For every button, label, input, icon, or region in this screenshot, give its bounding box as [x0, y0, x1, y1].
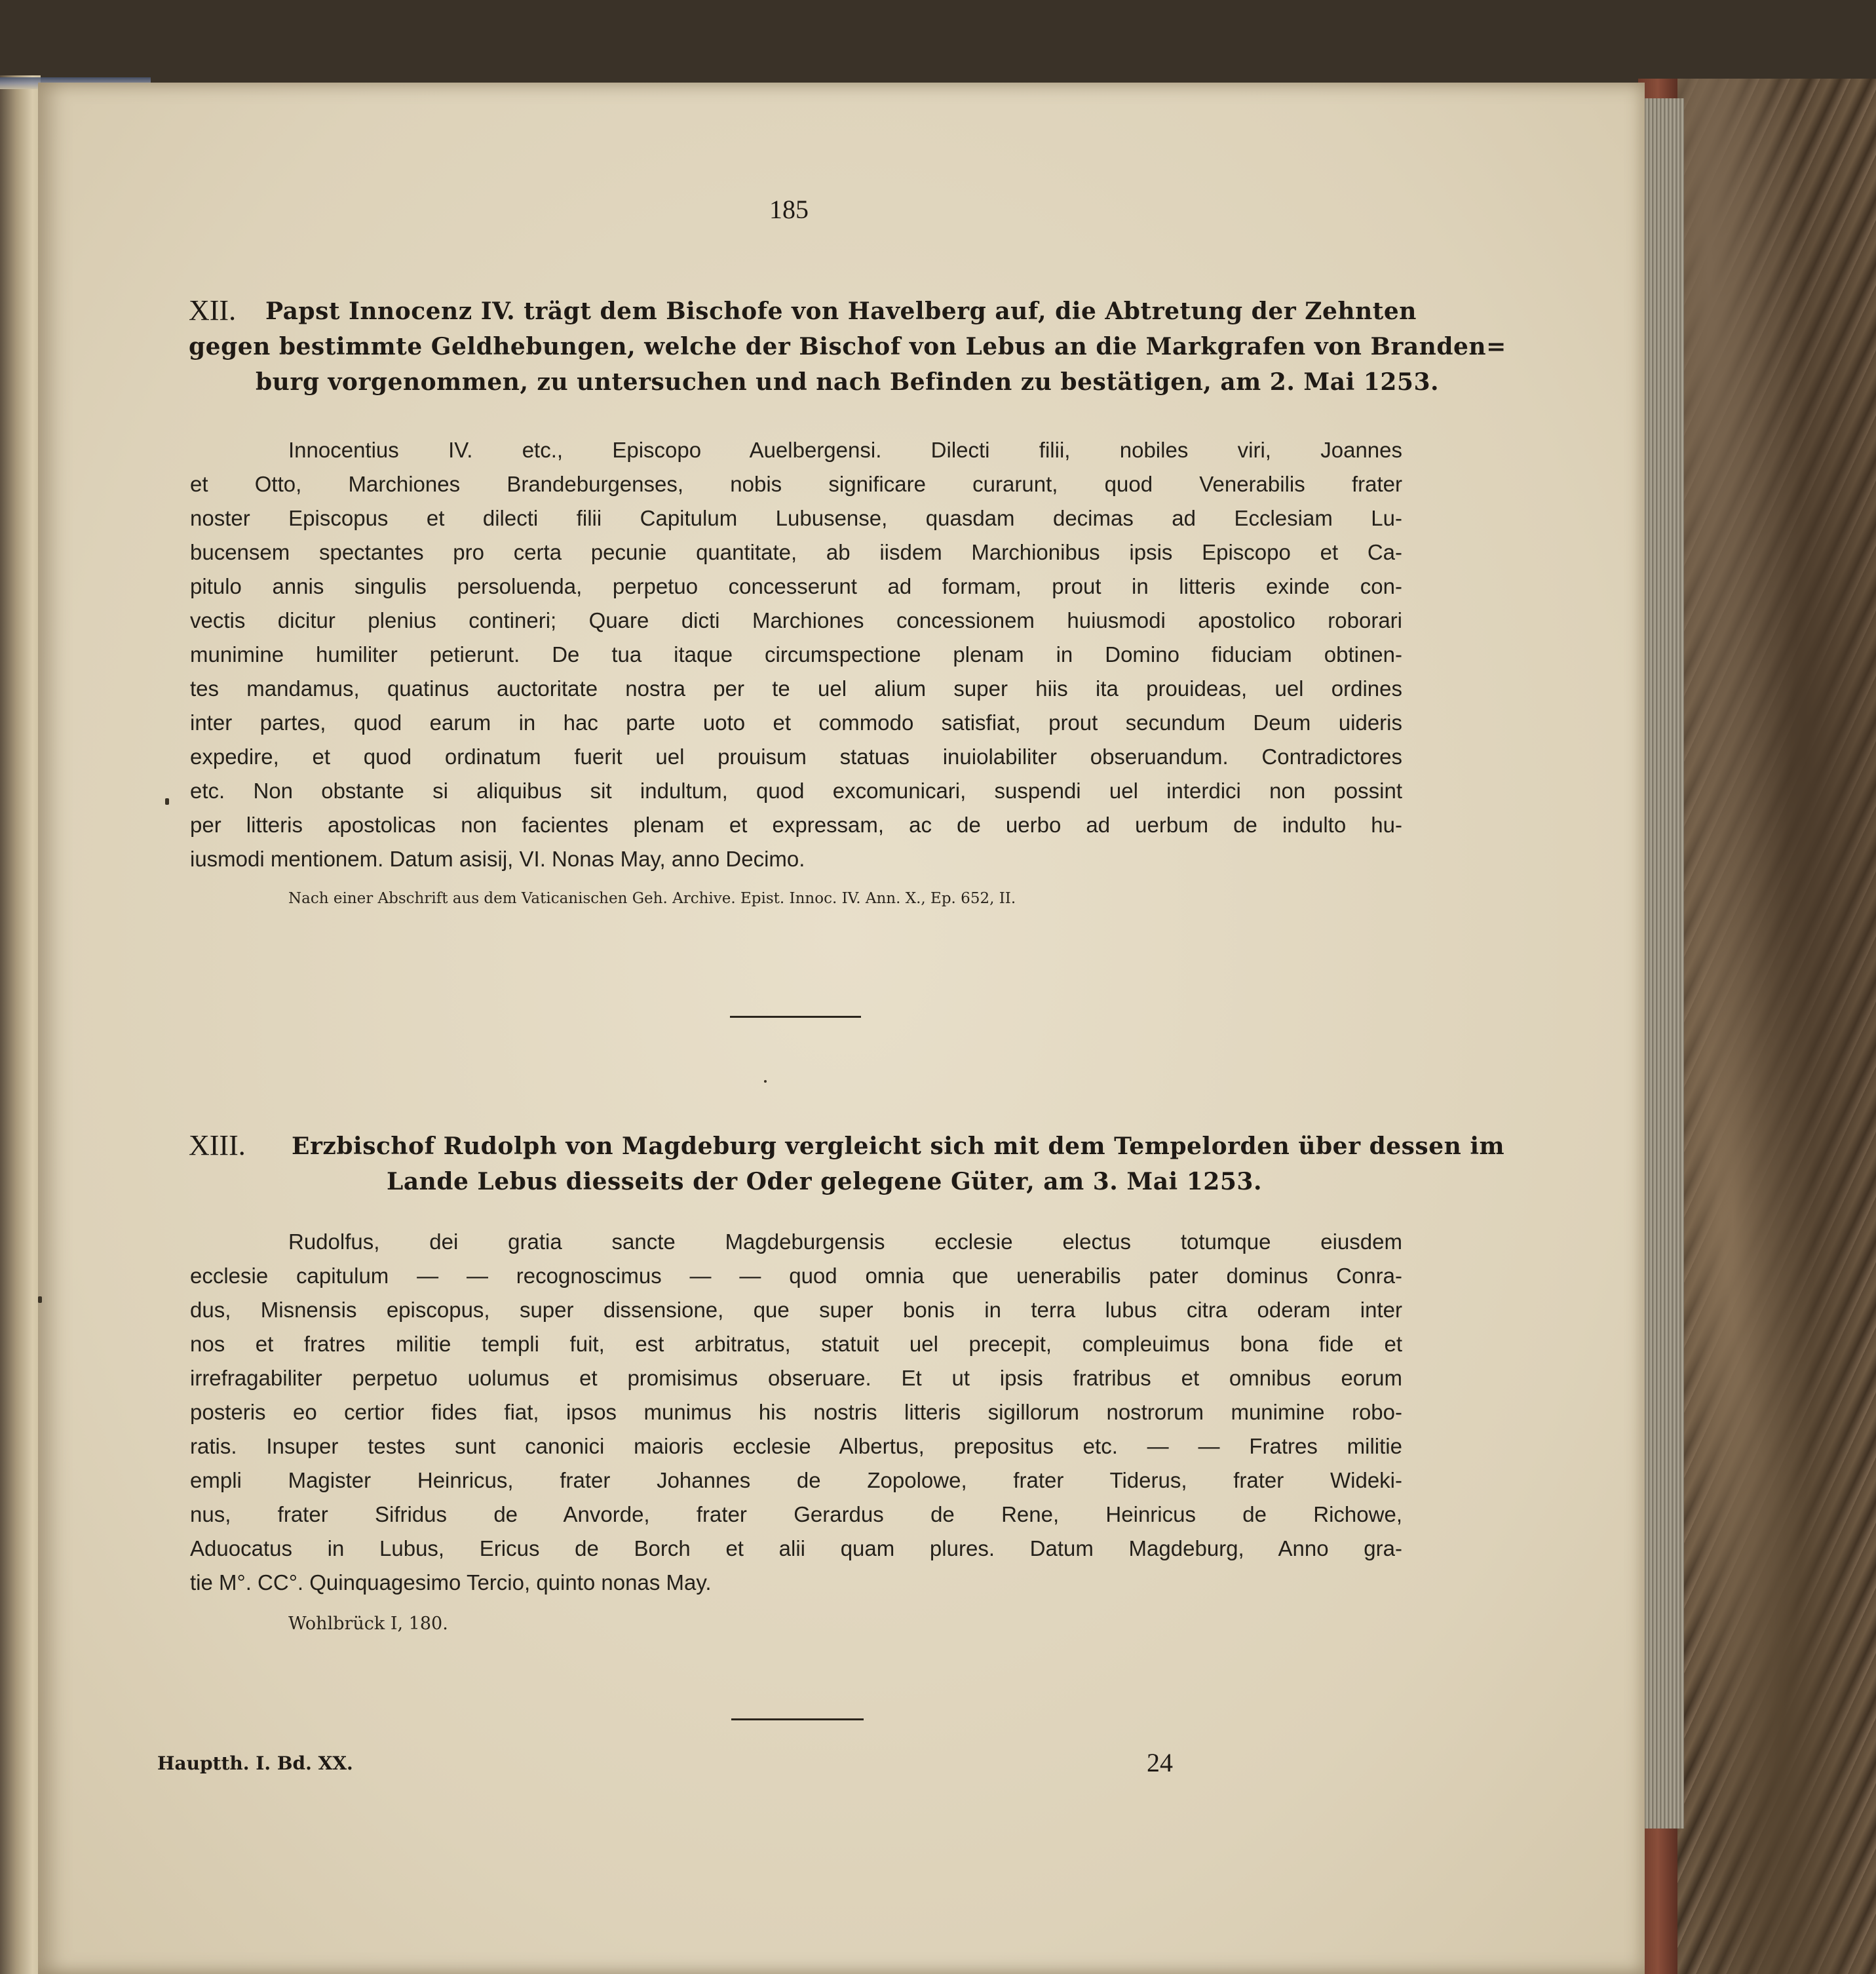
section-xii-body-line: etc. Non obstante si aliquibus sit indultum, quod excomunicari, suspendi uel interdici non possint [190, 779, 1402, 803]
section-xiii-body-line: nos et fratres militie templi fuit, est arbitratus, statuit uel precepit, compleuimus bona fide et [190, 1332, 1402, 1356]
book-page [38, 83, 1645, 1974]
section-xii-body-line: noster Episcopus et dilecti filii Capitulum Lubusense, quasdam decimas ad Ecclesiam Lu- [190, 506, 1402, 530]
section-xiii-body-line: Aduocatus in Lubus, Ericus de Borch et alii quam plures. Datum Magdeburg, Anno gra- [190, 1536, 1402, 1560]
section-xii-heading-line-2: gegen bestimmte Geldhebungen, welche der Bischof von Lebus an die Markgrafen von Branden= [189, 333, 1506, 360]
section-xii-body-line: vectis dicitur plenius contineri; Quare dicti Marchiones concessionem huiusmodi apostolico roborari [190, 608, 1402, 632]
section-xii-body-line: inter partes, quod earum in hac parte uoto et commodo satisfiat, prout secundum Deum uideris [190, 710, 1402, 735]
section-xiii-body-line: ratis. Insuper testes sunt canonici maioris ecclesie Albertus, prepositus etc. — — Fratres militie [190, 1434, 1402, 1458]
section-xii-body-line: pitulo annis singulis persoluenda, perpetuo concesserunt ad formam, prout in litteris exinde con- [190, 574, 1402, 598]
previous-page-edge [0, 75, 41, 1974]
section-xiii-body-line: tie M°. CC°. Quinquagesimo Tercio, quinto nonas May. [190, 1570, 712, 1595]
section-xii-body-line: munimine humiliter petierunt. De tua itaque circumspectione plenam in Domino fiduciam obtinen- [190, 642, 1402, 667]
section-xiii-heading-line-2: Lande Lebus diesseits der Oder gelegene Güter, am 3. Mai 1253. [387, 1168, 1262, 1195]
signature-mark: Hauptth. I. Bd. XX. [157, 1752, 353, 1774]
ink-speck [165, 798, 169, 805]
page-block-edge [1638, 98, 1684, 1829]
ink-speck [38, 1296, 42, 1303]
section-xii-body-line: expedire, et quod ordinatum fuerit uel prouisum statuas inuiolabiliter obseruandum. Contradictores [190, 745, 1402, 769]
section-xiii-body-line: ecclesie capitulum — — recognoscimus — — quod omnia que uenerabilis pater dominus Conra- [190, 1264, 1402, 1288]
footer-divider [731, 1718, 864, 1720]
ink-speck [764, 1080, 767, 1083]
section-xii-body-line: bucensem spectantes pro certa pecunie quantitate, ab iisdem Marchionibus ipsis Episcopo et Ca- [190, 540, 1402, 564]
section-xii-heading-line-1: Papst Innocenz IV. trägt dem Bischofe von Havelberg auf, die Abtretung der Zehnten [265, 298, 1417, 325]
section-divider [730, 1016, 861, 1018]
section-xiii-body-line: irrefragabiliter perpetuo uolumus et promisimus obseruare. Et ut ipsis fratribus et omnibus eorum [190, 1366, 1402, 1390]
section-xii-numeral: XII. [189, 294, 237, 326]
section-xii-body-line: iusmodi mentionem. Datum asisij, VI. Nonas May, anno Decimo. [190, 847, 805, 871]
section-xiii-body-line: dus, Misnensis episcopus, super dissensione, que super bonis in terra lubus citra oderam inter [190, 1298, 1402, 1322]
section-xii-body-line: per litteris apostolicas non facientes plenam et expressam, ac de uerbo ad uerbum de indulto hu- [190, 813, 1402, 837]
section-xii-body-line: et Otto, Marchiones Brandeburgenses, nobis significare curarunt, quod Venerabilis frater [190, 472, 1402, 496]
section-xiii-heading-line-1: Erzbischof Rudolph von Magdeburg vergleicht sich mit dem Tempelorden über dessen im [292, 1132, 1505, 1160]
section-xiii-body-line: empli Magister Heinricus, frater Johannes de Zopolowe, frater Tiderus, frater Wideki- [190, 1468, 1402, 1492]
section-xiii-body-line: Rudolfus, dei gratia sancte Magdeburgensis ecclesie electus totumque eiusdem [288, 1229, 1402, 1254]
section-xiii-body-line: posteris eo certior fides fiat, ipsos munimus his nostris litteris sigillorum nostrorum munimine robo- [190, 1400, 1402, 1424]
section-xii-body-line: Innocentius IV. etc., Episcopo Auelbergensi. Dilecti filii, nobiles viri, Joannes [288, 438, 1402, 462]
sheet-number: 24 [1147, 1748, 1173, 1777]
section-xiii-source: Wohlbrück I, 180. [288, 1614, 448, 1634]
section-xiii-body-line: nus, frater Sifridus de Anvorde, frater Gerardus de Rene, Heinricus de Richowe, [190, 1502, 1402, 1526]
section-xii-source: Nach einer Abschrift aus dem Vaticanischen Geh. Archive. Epist. Innoc. IV. Ann. X., Ep. 652, II. [288, 890, 1016, 907]
section-xii-heading-line-3: burg vorgenommen, zu untersuchen und nach Befinden zu bestätigen, am 2. Mai 1253. [256, 368, 1440, 396]
section-xii-body-line: tes mandamus, quatinus auctoritate nostra per te uel alium super hiis ita prouideas, uel ordines [190, 676, 1402, 701]
section-xiii-numeral: XIII. [189, 1129, 246, 1161]
page-number: 185 [769, 195, 809, 224]
